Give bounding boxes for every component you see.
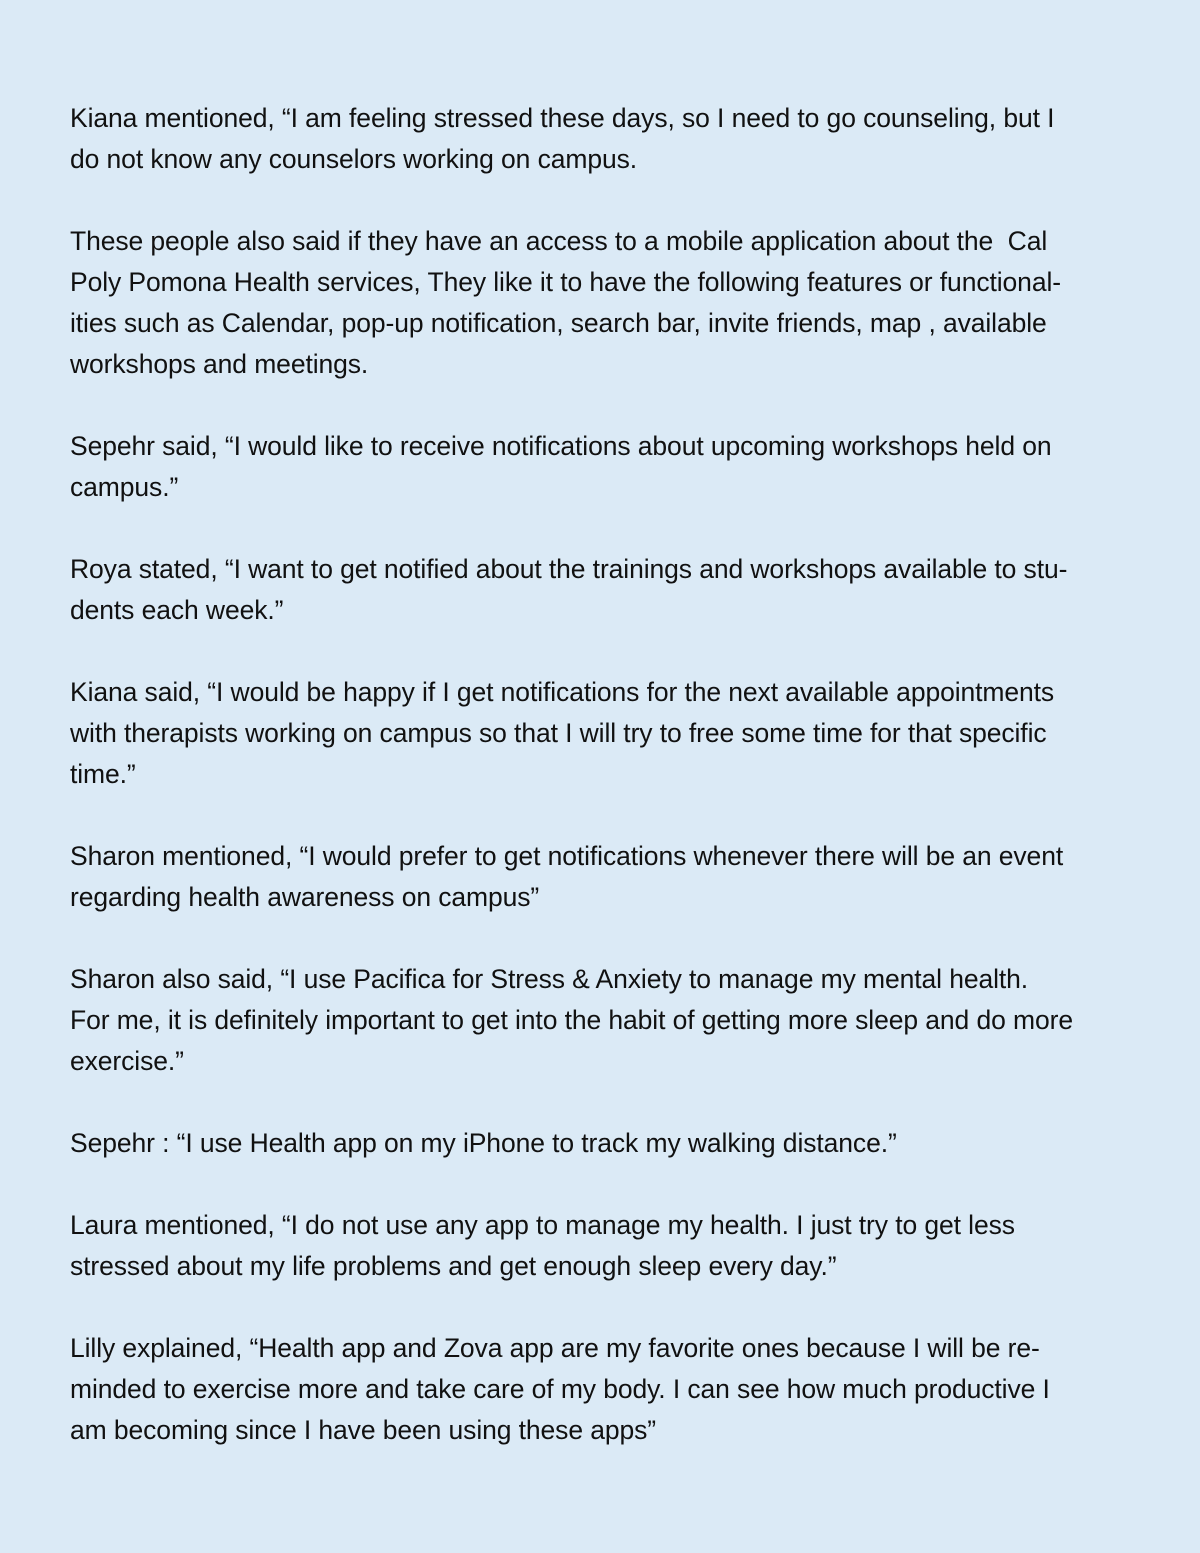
paragraph	[70, 426, 1130, 508]
text-line: ities such as Calendar, pop-up notification, search bar, invite friends, map , available	[70, 308, 1047, 338]
text-line: regarding health awareness on campus”	[70, 882, 540, 912]
text-line: Sepehr said, “I would like to receive notifications about upcoming workshops held on	[70, 431, 1052, 461]
paragraph	[70, 221, 1130, 385]
text-line: Sharon also said, “I use Pacifica for Stress & Anxiety to manage my mental health.	[70, 964, 1029, 994]
paragraph	[70, 98, 1130, 180]
paragraph	[70, 959, 1130, 1082]
text-line: minded to exercise more and take care of my body. I can see how much productive I	[70, 1374, 1050, 1404]
text-line: workshops and meetings.	[70, 349, 369, 379]
text-line: dents each week.”	[70, 595, 284, 625]
text-line: exercise.”	[70, 1046, 184, 1076]
text-line: stressed about my life problems and get enough sleep every day.”	[70, 1251, 837, 1281]
text-line: These people also said if they have an access to a mobile application about the Cal	[70, 226, 1048, 256]
text-line: Sepehr : “I use Health app on my iPhone to track my walking distance.”	[70, 1128, 897, 1158]
text-line: For me, it is definitely important to get into the habit of getting more sleep and do more	[70, 1005, 1073, 1035]
paragraph	[70, 1123, 1130, 1164]
text-line: Poly Pomona Health services, They like it to have the following features or functional-	[70, 267, 1061, 297]
paragraph	[70, 549, 1130, 631]
text-line: campus.”	[70, 472, 179, 502]
text-line: do not know any counselors working on campus.	[70, 144, 638, 174]
text-line: Sharon mentioned, “I would prefer to get notifications whenever there will be an event	[70, 841, 1064, 871]
text-line: Lilly explained, “Health app and Zova app are my favorite ones because I will be re-	[70, 1333, 1040, 1363]
paragraph	[70, 672, 1130, 795]
paragraph	[70, 1328, 1130, 1451]
text-line: am becoming since I have been using these apps”	[70, 1415, 657, 1445]
paragraph	[70, 836, 1130, 918]
text-line: Kiana mentioned, “I am feeling stressed these days, so I need to go counseling, but I	[70, 103, 1055, 133]
text-line: Roya stated, “I want to get notified about the trainings and workshops available to stu-	[70, 554, 1068, 584]
text-line: Laura mentioned, “I do not use any app to manage my health. I just try to get less	[70, 1210, 1015, 1240]
text-line: time.”	[70, 759, 136, 789]
text-line: Kiana said, “I would be happy if I get notifications for the next available appointments	[70, 677, 1055, 707]
text-line: with therapists working on campus so that I will try to free some time for that specific	[70, 718, 1047, 748]
document-body	[70, 98, 1130, 1451]
paragraph	[70, 1205, 1130, 1287]
